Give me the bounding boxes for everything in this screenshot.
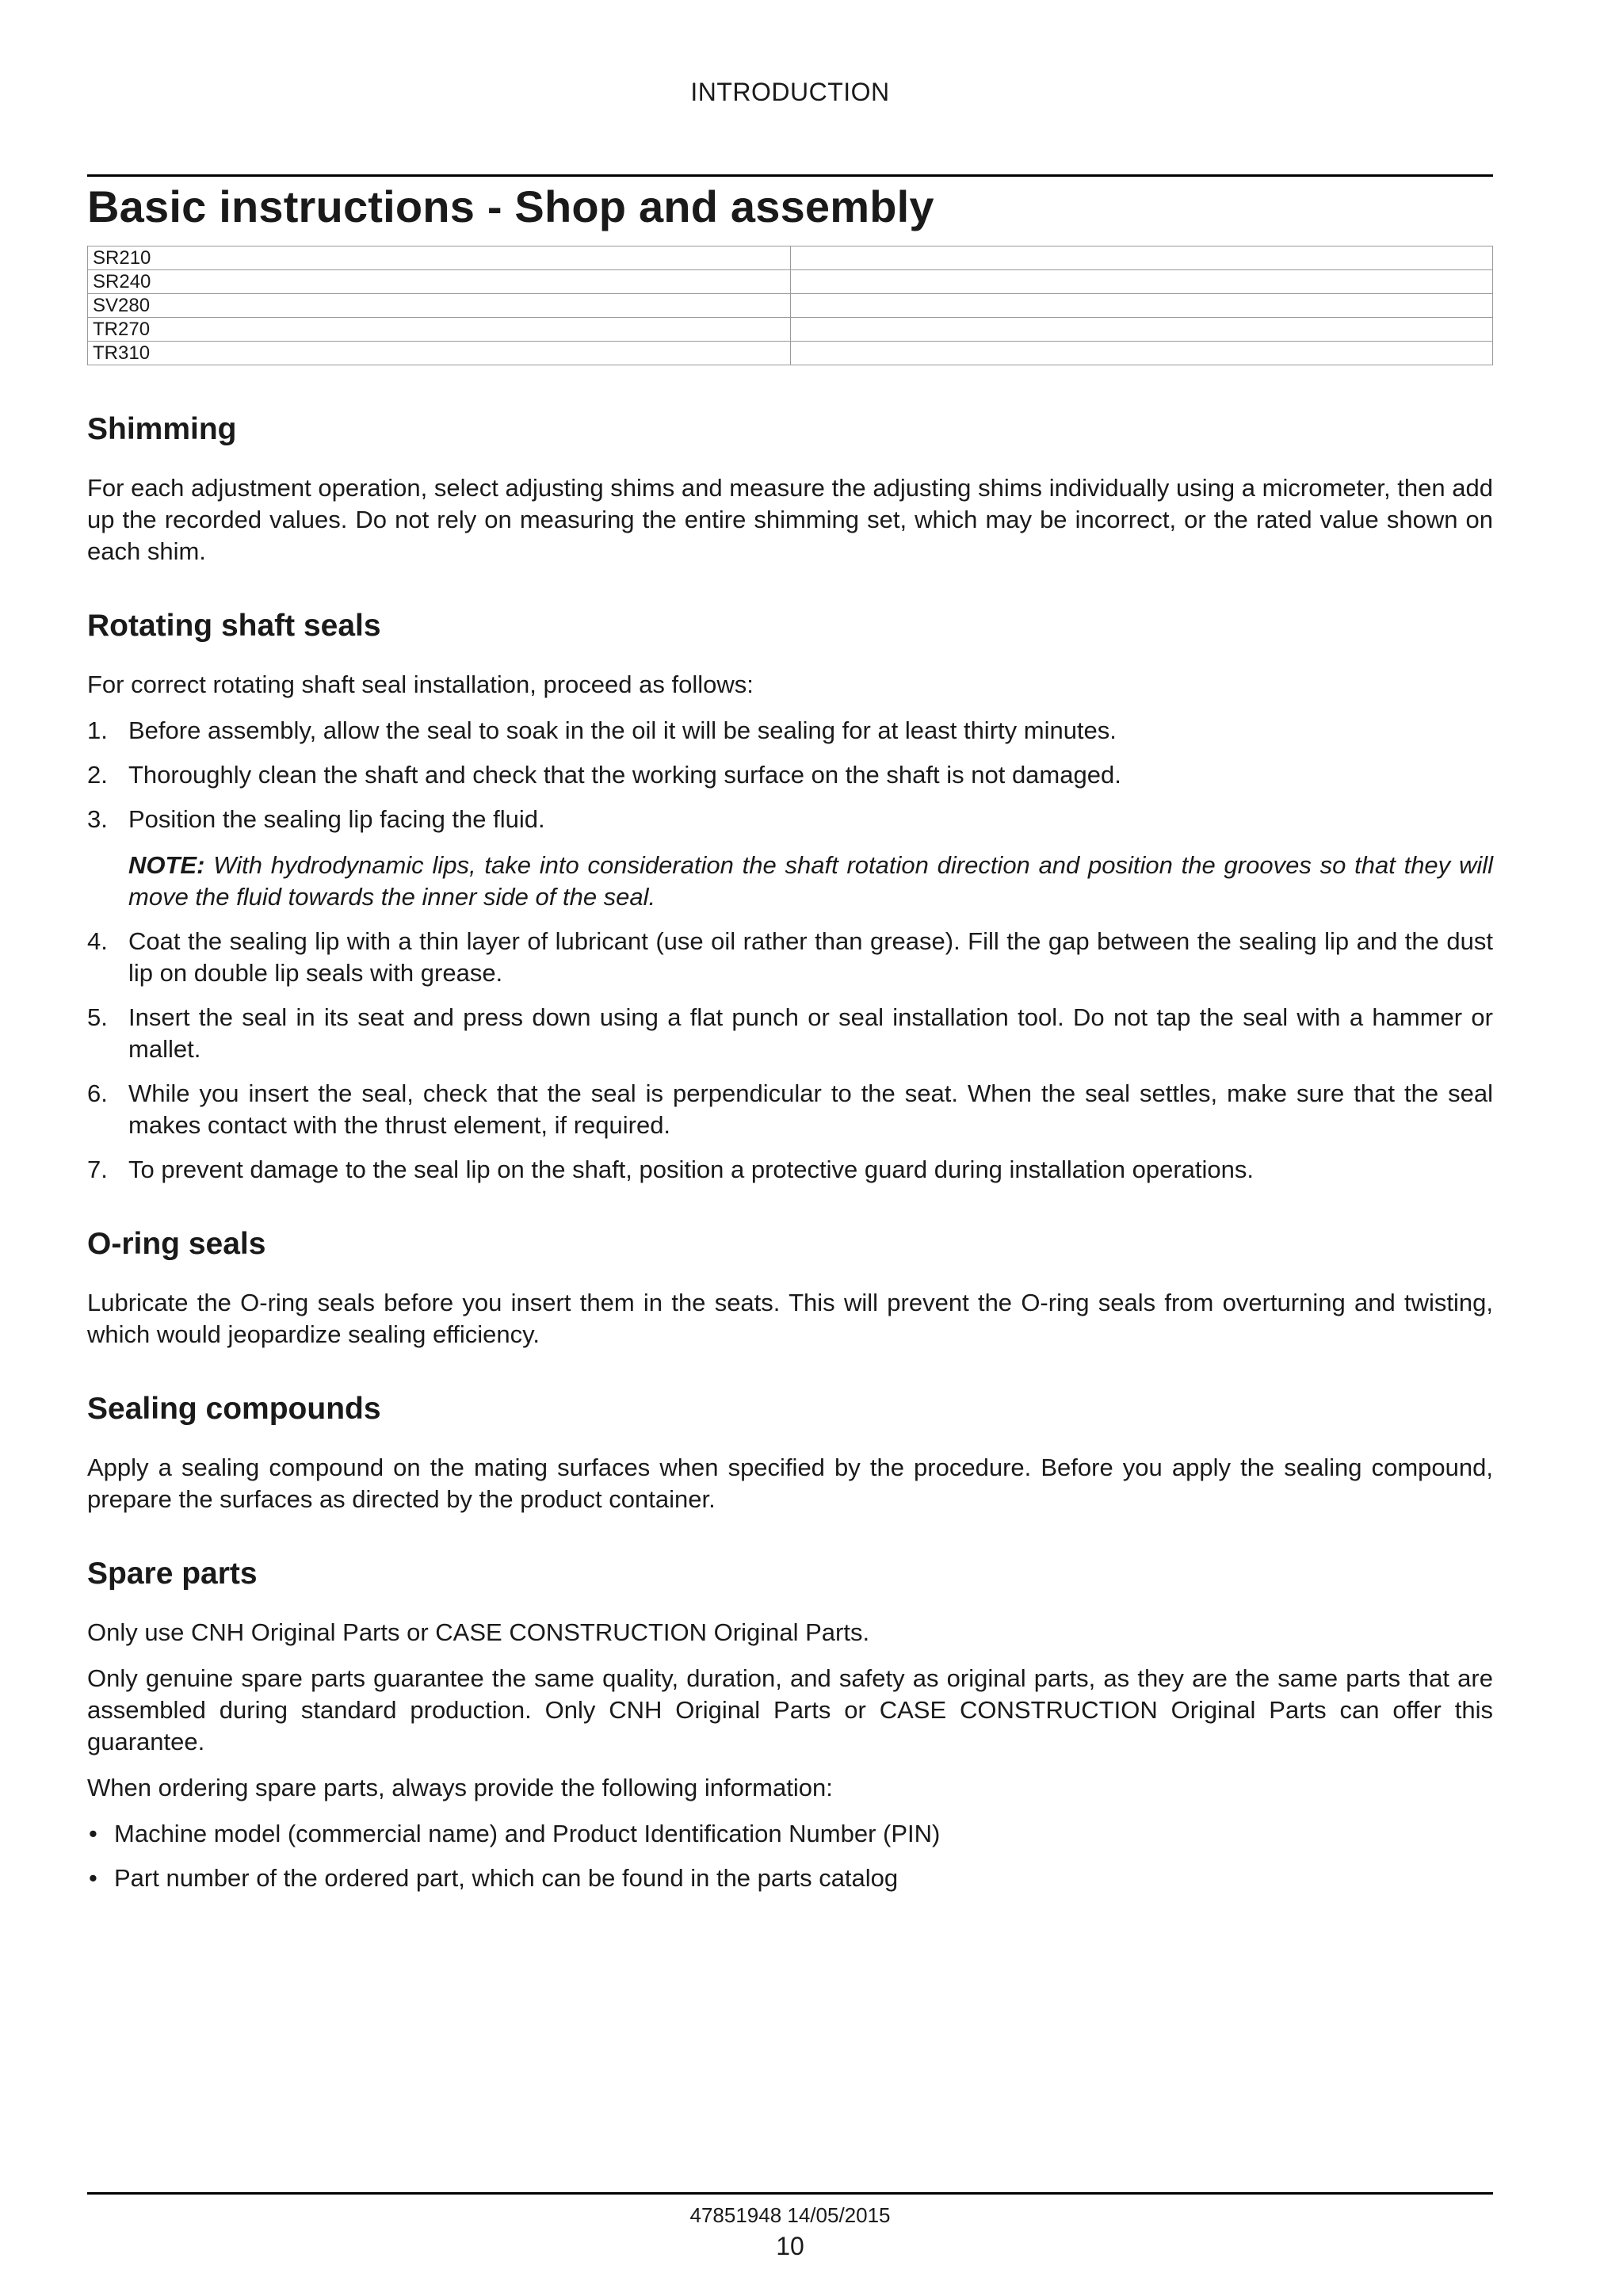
list-item bbox=[87, 1002, 1493, 1065]
section-heading: Spare parts bbox=[87, 1557, 258, 1591]
page-number: 10 bbox=[776, 2232, 804, 2260]
bullet-text: Part number of the ordered part, which can be found in the parts catalog bbox=[114, 1864, 899, 1892]
step-number: 1. bbox=[87, 716, 108, 744]
section-heading: Sealing compounds bbox=[87, 1392, 381, 1426]
section-paragraph: Apply a sealing compound on the mating surfaces when specified by the procedure. Before you apply the sealing compound, prepare the surfaces as directed by the product container. bbox=[87, 1454, 1493, 1513]
step-number: 6. bbox=[87, 1079, 108, 1107]
step-text: To prevent damage to the seal lip on the shaft, position a protective guard during installation operations. bbox=[128, 1156, 1254, 1183]
section-rotating-shaft-seals bbox=[87, 609, 1493, 1186]
empty-cell bbox=[790, 342, 1493, 365]
empty-cell bbox=[790, 318, 1493, 342]
section-shimming bbox=[87, 412, 1493, 567]
document-page bbox=[87, 0, 1493, 2296]
footer-rule bbox=[87, 2192, 1493, 2195]
main-content bbox=[87, 412, 1493, 1935]
section-paragraph: For each adjustment operation, select adjusting shims and measure the adjusting shims individually using a micrometer, then add up the recorded values. Do not rely on measuring the entire shimming set, which may be incorrect, or the rated value shown on each shim. bbox=[87, 474, 1493, 565]
step-number: 3. bbox=[87, 805, 108, 833]
step-text: Position the sealing lip facing the fluid. bbox=[128, 805, 545, 833]
section-paragraph: For correct rotating shaft seal installation, proceed as follows: bbox=[87, 670, 754, 698]
bullet-icon: • bbox=[89, 1864, 97, 1892]
model-cell: SR210 bbox=[88, 246, 791, 270]
section-heading: O-ring seals bbox=[87, 1227, 266, 1261]
list-item bbox=[87, 715, 1493, 747]
table-row bbox=[88, 318, 1493, 342]
step-number: 4. bbox=[87, 927, 108, 955]
section-paragraph: Only use CNH Original Parts or CASE CONSTRUCTION Original Parts. bbox=[87, 1618, 870, 1646]
bullet-list bbox=[87, 1818, 1493, 1894]
empty-cell bbox=[790, 294, 1493, 318]
footer-doc-reference: 47851948 14/05/2015 bbox=[689, 2203, 891, 2227]
bullet-icon: • bbox=[89, 1820, 97, 1847]
running-header: INTRODUCTION bbox=[690, 78, 890, 106]
table-row bbox=[88, 270, 1493, 294]
step-number: 2. bbox=[87, 761, 108, 789]
empty-cell bbox=[790, 246, 1493, 270]
steps-list bbox=[87, 715, 1493, 835]
model-cell: TR310 bbox=[88, 342, 791, 365]
note bbox=[128, 850, 1493, 913]
section-spare-parts bbox=[87, 1557, 1493, 1894]
page-title: Basic instructions - Shop and assembly bbox=[87, 181, 934, 231]
steps-list bbox=[87, 926, 1493, 1186]
section-o-ring-seals bbox=[87, 1227, 1493, 1350]
step-text: Insert the seal in its seat and press down using a flat punch or seal installation tool. Do not tap the seal with a hammer or mallet. bbox=[128, 1003, 1493, 1063]
model-cell: SR240 bbox=[88, 270, 791, 294]
list-item bbox=[87, 1862, 1493, 1894]
section-heading: Shimming bbox=[87, 412, 237, 446]
model-cell: TR270 bbox=[88, 318, 791, 342]
step-text: Coat the sealing lip with a thin layer of lubricant (use oil rather than grease). Fill the gap between the sealing lip and the dust lip on double lip seals with grease. bbox=[128, 927, 1493, 987]
list-item bbox=[87, 926, 1493, 989]
note-text: With hydrodynamic lips, take into consideration the shaft rotation direction and position the grooves so that they will move the fluid towards the inner side of the seal. bbox=[128, 851, 1493, 911]
models-table bbox=[87, 246, 1493, 365]
section-paragraph: Only genuine spare parts guarantee the same quality, duration, and safety as original parts, as they are the same parts that are assembled during standard production. Only CNH Original Parts or CASE CONSTRUCTION Original Parts can offer this guarantee. bbox=[87, 1664, 1493, 1755]
table-row bbox=[88, 246, 1493, 270]
section-paragraph: When ordering spare parts, always provide the following information: bbox=[87, 1774, 833, 1801]
section-sealing-compounds bbox=[87, 1392, 1493, 1515]
empty-cell bbox=[790, 270, 1493, 294]
table-row bbox=[88, 342, 1493, 365]
list-item bbox=[87, 1078, 1493, 1141]
section-paragraph: Lubricate the O-ring seals before you insert them in the seats. This will prevent the O-ring seals from overturning and twisting, which would jeopardize sealing efficiency. bbox=[87, 1289, 1493, 1348]
table-row bbox=[88, 294, 1493, 318]
list-item bbox=[87, 804, 1493, 835]
step-text: While you insert the seal, check that the seal is perpendicular to the seat. When the seal settles, make sure that the seal makes contact with the thrust element, if required. bbox=[128, 1079, 1493, 1139]
step-number: 7. bbox=[87, 1156, 108, 1183]
section-heading: Rotating shaft seals bbox=[87, 609, 381, 643]
step-text: Before assembly, allow the seal to soak in the oil it will be sealing for at least thirty minutes. bbox=[128, 716, 1117, 744]
step-number: 5. bbox=[87, 1003, 108, 1031]
title-rule bbox=[87, 174, 1493, 177]
list-item bbox=[87, 1818, 1493, 1850]
step-text: Thoroughly clean the shaft and check that the working surface on the shaft is not damaged. bbox=[128, 761, 1121, 789]
list-item bbox=[87, 759, 1493, 791]
list-item bbox=[87, 1154, 1493, 1186]
note-label: NOTE: bbox=[128, 851, 205, 879]
model-cell: SV280 bbox=[88, 294, 791, 318]
bullet-text: Machine model (commercial name) and Product Identification Number (PIN) bbox=[114, 1820, 941, 1847]
